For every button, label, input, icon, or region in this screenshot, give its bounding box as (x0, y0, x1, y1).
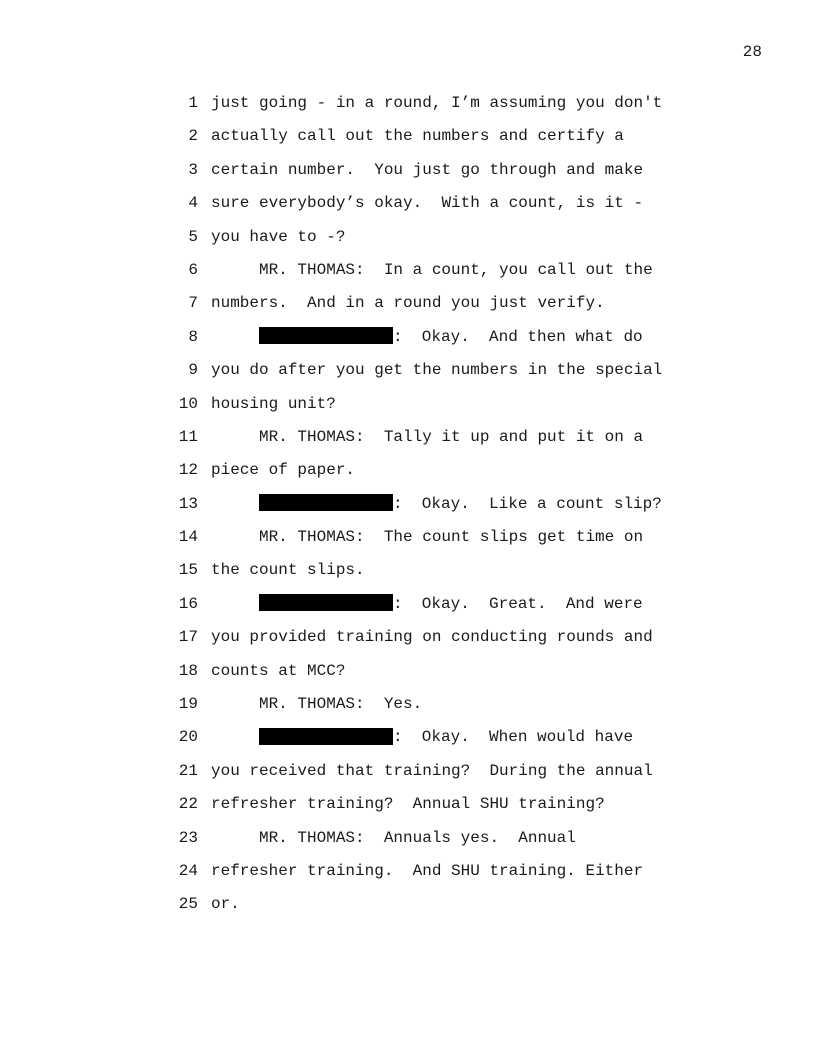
line-number: 18 (178, 661, 198, 680)
transcript-line (170, 721, 690, 754)
line-number: 15 (178, 561, 198, 580)
line-text: you received that training? During the annual (211, 761, 653, 780)
line-text-container (211, 721, 633, 754)
transcript-line (170, 221, 690, 254)
line-text: certain number. You just go through and make (211, 160, 644, 179)
line-text-container (211, 822, 576, 855)
line-number: 6 (188, 260, 198, 279)
line-number: 12 (178, 461, 198, 480)
transcript-line (170, 388, 690, 421)
line-text: : Okay. Great. And were (393, 594, 643, 613)
line-number: 5 (188, 227, 198, 246)
line-text-container (211, 221, 345, 254)
line-number: 14 (178, 528, 198, 547)
line-text: MR. THOMAS: Yes. (259, 695, 423, 714)
line-text-container (211, 488, 662, 521)
line-number: 1 (188, 94, 198, 112)
line-number: 8 (188, 327, 198, 346)
line-text-container (211, 621, 653, 654)
transcript-line (170, 554, 690, 587)
line-text: piece of paper. (211, 461, 356, 480)
line-text-container (211, 154, 643, 187)
redacted-speaker-name (259, 494, 393, 511)
line-number: 20 (178, 728, 198, 747)
line-text: you provided training on conducting rounds and (211, 628, 653, 647)
line-text-container (211, 888, 240, 921)
transcript-line (170, 87, 690, 120)
line-text-container (211, 120, 624, 153)
line-text: MR. THOMAS: The count slips get time on (259, 528, 644, 547)
line-text-container (211, 454, 355, 487)
line-number: 24 (178, 861, 198, 880)
transcript-line (170, 755, 690, 788)
line-text: or. (211, 895, 240, 914)
line-text-container (211, 321, 643, 354)
line-text-container (211, 655, 345, 688)
redacted-speaker-name (259, 728, 393, 745)
line-text-container (211, 688, 422, 721)
line-text-container (211, 421, 643, 454)
transcript-line (170, 521, 690, 554)
transcript-line (170, 254, 690, 287)
line-text-container (211, 588, 643, 621)
transcript-line (170, 287, 690, 320)
line-text-container (211, 755, 653, 788)
transcript-line (170, 888, 690, 921)
transcript-line (170, 655, 690, 688)
line-text: refresher training? Annual SHU training? (211, 795, 605, 814)
line-text: : Okay. When would have (393, 728, 634, 747)
transcript-line (170, 421, 690, 454)
line-text: : Okay. Like a count slip? (393, 494, 662, 513)
line-number: 16 (178, 594, 198, 613)
line-text: refresher training. And SHU training. Either (211, 861, 644, 880)
line-text: just going - in a round, I’m assuming you don't (211, 94, 663, 112)
line-number: 19 (178, 695, 198, 714)
page-number: 28 (742, 43, 762, 61)
line-text: counts at MCC? (211, 661, 346, 680)
line-text: sure everybody’s okay. With a count, is it - (211, 194, 644, 213)
line-text-container (211, 354, 662, 387)
line-text-container (211, 388, 336, 421)
line-number: 17 (178, 628, 198, 647)
transcript-line (170, 621, 690, 654)
transcript-line (170, 588, 690, 621)
redacted-speaker-name (259, 594, 393, 611)
transcript-line (170, 154, 690, 187)
line-text: actually call out the numbers and certify a (211, 127, 624, 146)
transcript-line (170, 354, 690, 387)
line-number: 2 (188, 127, 198, 146)
line-text-container (211, 855, 643, 888)
line-number: 4 (188, 194, 198, 213)
transcript-line (170, 187, 690, 220)
transcript-line (170, 688, 690, 721)
transcript-line (170, 321, 690, 354)
line-text: MR. THOMAS: Annuals yes. Annual (259, 828, 576, 847)
line-number: 23 (178, 828, 198, 847)
line-text-container (211, 254, 653, 287)
transcript-line (170, 488, 690, 521)
line-text: you have to -? (211, 227, 346, 246)
line-text-container (211, 87, 662, 120)
line-number: 22 (178, 795, 198, 814)
line-number: 7 (188, 294, 198, 313)
transcript-line (170, 120, 690, 153)
line-text: MR. THOMAS: Tally it up and put it on a (259, 427, 644, 446)
line-number: 11 (178, 427, 198, 446)
transcript-line (170, 855, 690, 888)
line-text-container (211, 521, 643, 554)
transcript-line (170, 788, 690, 821)
line-number: 21 (178, 761, 198, 780)
line-number: 9 (188, 361, 198, 380)
line-number: 25 (178, 895, 198, 914)
line-number: 10 (178, 394, 198, 413)
redacted-speaker-name (259, 327, 393, 344)
transcript-line (170, 822, 690, 855)
line-text: housing unit? (211, 394, 336, 413)
line-number: 13 (178, 494, 198, 513)
transcript-line (170, 454, 690, 487)
line-text-container (211, 287, 605, 320)
line-number: 3 (188, 160, 198, 179)
line-text: numbers. And in a round you just verify. (211, 294, 605, 313)
line-text: MR. THOMAS: In a count, you call out the (259, 260, 653, 279)
line-text-container (211, 187, 643, 220)
line-text: you do after you get the numbers in the special (211, 361, 663, 380)
line-text: : Okay. And then what do (393, 327, 643, 346)
line-text-container (211, 788, 605, 821)
line-text-container (211, 554, 365, 587)
transcript-body (170, 87, 690, 922)
line-text: the count slips. (211, 561, 365, 580)
